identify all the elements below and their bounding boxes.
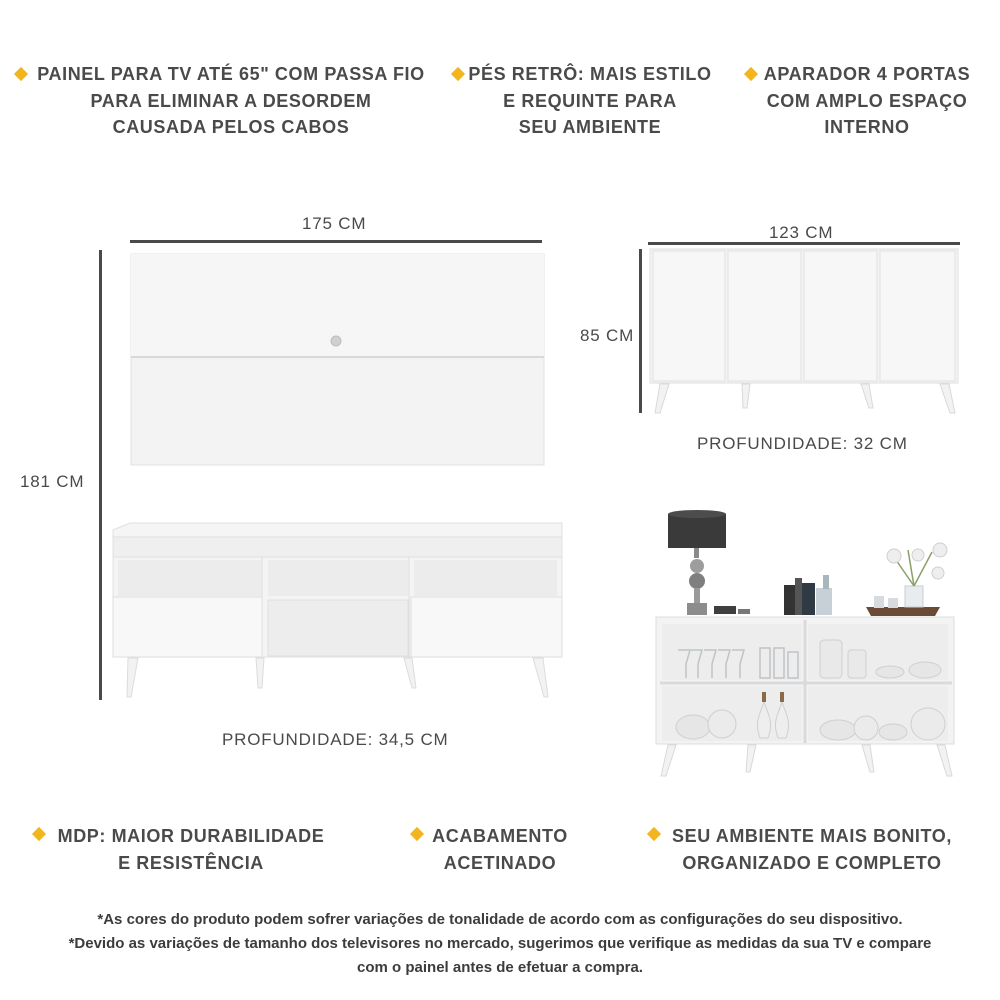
feature-line: SEU AMBIENTE (518, 117, 662, 137)
feature-line: CAUSADA PELOS CABOS (112, 117, 350, 137)
feature-line: E RESISTÊNCIA (118, 852, 264, 873)
feature-line: APARADOR 4 PORTAS (763, 64, 971, 84)
disclaimer-line: com o painel antes de efetuar a compra. (357, 959, 643, 976)
feature-finish (424, 823, 576, 876)
feature-line: PÉS RETRÔ: MAIS ESTILO (468, 64, 712, 84)
disclaimer-line: *Devido as variações de tamanho dos televisores no mercado, sugerimos que verifique as medidas da sua TV e compare (68, 935, 932, 952)
rack-depth-label: PROFUNDIDADE: 34,5 CM (222, 730, 449, 749)
sideboard-height-label: 85 CM (580, 326, 635, 345)
feature-line: PARA ELIMINAR A DESORDEM (90, 90, 372, 111)
total-height-label: 181 CM (20, 472, 85, 491)
feature-complete (664, 823, 960, 876)
feature-line: COM AMPLO ESPAÇO (766, 90, 968, 111)
feature-line: SEU AMBIENTE MAIS BONITO, (671, 826, 953, 846)
feature-line: E REQUINTE PARA (503, 90, 677, 111)
feature-line: ORGANIZADO E COMPLETO (682, 852, 942, 873)
feature-line: PAINEL PARA TV ATÉ 65" COM PASSA FIO (37, 64, 425, 84)
decor-bottles-icon (784, 575, 832, 615)
feature-line: ACABAMENTO (432, 826, 568, 846)
panel-width-label: 175 CM (302, 214, 367, 233)
disclaimer-notes (0, 908, 1000, 980)
lamp-icon (668, 510, 726, 615)
feature-line: ACETINADO (443, 852, 557, 873)
feature-line: MDP: MAIOR DURABILIDADE (57, 826, 325, 846)
disclaimer-line: *As cores do produto podem sofrer variações de tonalidade de acordo com as configurações do seu dispositivo. (97, 911, 903, 928)
feature-mdp (48, 823, 334, 876)
sideboard-depth-label: PROFUNDIDADE: 32 CM (697, 434, 908, 453)
sideboard-width-label: 123 CM (769, 223, 834, 242)
flower-vase-icon (866, 543, 947, 616)
feature-line: INTERNO (824, 117, 910, 137)
